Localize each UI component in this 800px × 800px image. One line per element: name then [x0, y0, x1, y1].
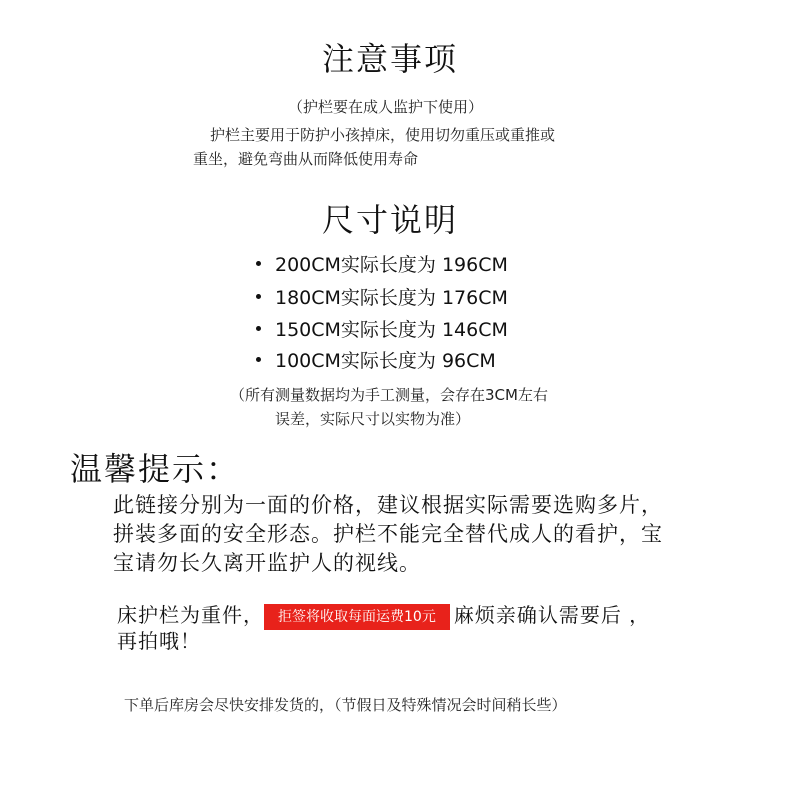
measurement-note-line-1: （所有测量数据均为手工测量，会存在3CM左右	[230, 386, 548, 404]
footer-shipping-note: 下单后库房会尽快安排发货的，（节假日及特殊情况会时间稍长些）	[124, 696, 567, 714]
bullet-icon	[256, 294, 261, 299]
supervision-note: （护栏要在成人监护下使用）	[288, 98, 484, 116]
bullet-icon	[256, 326, 261, 331]
tips-line-3: 宝请勿长久离开监护人的视线。	[113, 551, 421, 575]
measurement-note-line-2: 误差，实际尺寸以实物为准）	[275, 410, 471, 428]
size-item	[256, 315, 508, 342]
size-info-title: 尺寸说明	[322, 201, 459, 239]
size-item	[256, 283, 508, 310]
notice-line-2: 再拍哦！	[117, 629, 201, 653]
tips-line-1: 此链接分别为一面的价格，建议根据实际需要选购多片，	[113, 493, 663, 517]
refusal-fee-banner: 拒签将收取每面运费10元	[264, 604, 450, 630]
tips-line-2: 拼装多面的安全形态。护栏不能完全替代成人的看护，宝	[113, 522, 663, 546]
precautions-line-2: 重坐，避免弯曲从而降低使用寿命	[193, 150, 419, 168]
notice-suffix: 麻烦亲确认需要后 ，	[453, 603, 651, 627]
notice-prefix: 床护栏为重件，	[117, 603, 264, 627]
tips-title: 温馨提示：	[70, 450, 241, 488]
bullet-icon	[256, 357, 261, 362]
bullet-icon	[256, 261, 261, 266]
shipping-notice	[117, 601, 650, 630]
size-item-text: 150CM实际长度为 146CM	[275, 319, 508, 341]
size-item	[256, 250, 508, 277]
size-item	[256, 346, 496, 373]
precautions-title: 注意事项	[322, 40, 459, 78]
size-item-text: 100CM实际长度为 96CM	[275, 350, 496, 372]
size-item-text: 180CM实际长度为 176CM	[275, 287, 508, 309]
precautions-line-1: 护栏主要用于防护小孩掉床，使用切勿重压或重推或	[210, 126, 556, 144]
size-item-text: 200CM实际长度为 196CM	[275, 254, 508, 276]
